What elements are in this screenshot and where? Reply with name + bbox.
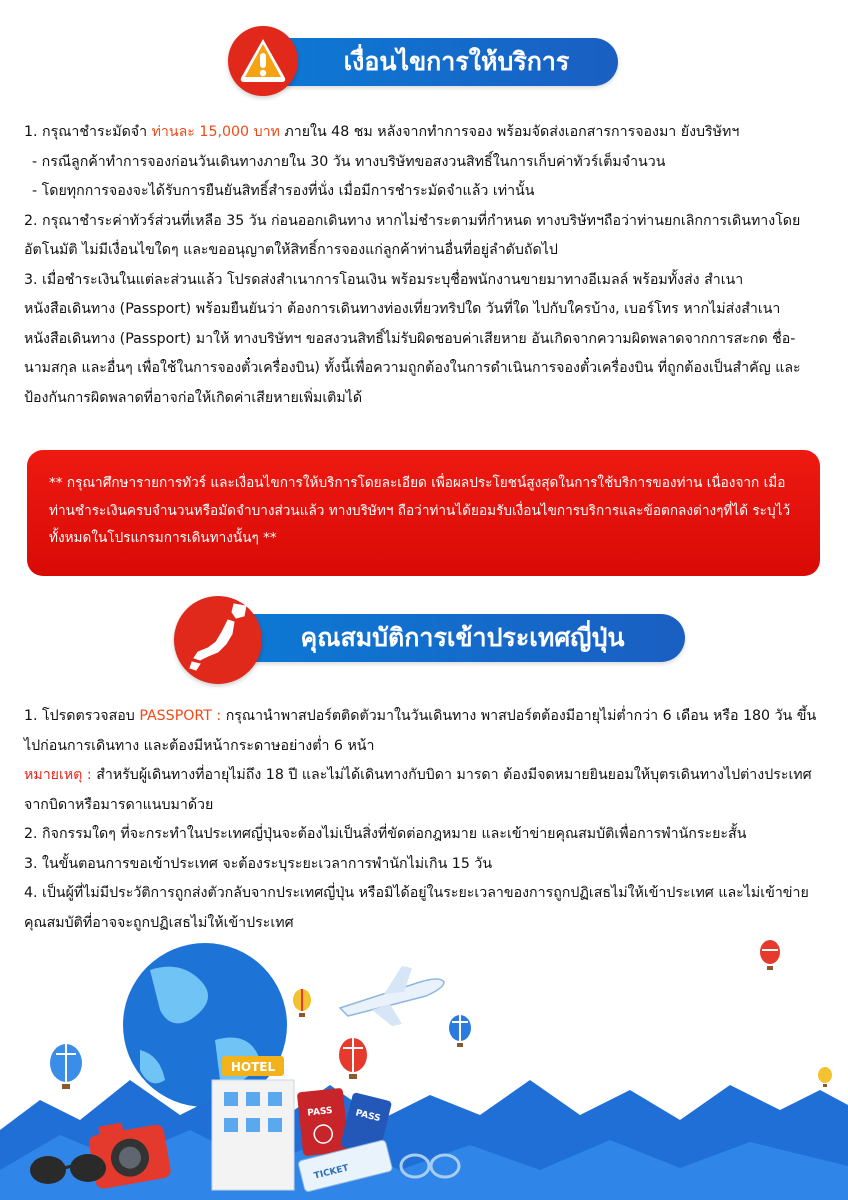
requirement-2: 2. กิจกรรมใดๆ ที่จะกระทำในประเทศญี่ปุ่นจะต้องไม่เป็นสิ่งที่ขัดต่อกฎหมาย และเข้าข่ายคุณสมบัติเพื่อการพำนักระยะสั้น [24, 826, 747, 842]
passport-text-2: PASS [354, 1108, 382, 1125]
hotel-sign: HOTEL [230, 1060, 276, 1074]
requirement-4: 4. เป็นผู้ที่ไม่มีประวัติการถูกส่งตัวกลับจากประเทศญี่ปุ่น หรือมิได้อยู่ในระยะเวลาของการถูกปฏิเสธไม่ให้เข้าประเทศ และไม่เข้าข่ายคุณสมบัติที่อาจจะถูกปฏิเสธไม่ให้เข้าประเทศ [24, 885, 809, 931]
notice-box [27, 450, 820, 576]
balloon-icon [339, 1038, 367, 1079]
ticket-text: TICKET [313, 1163, 350, 1182]
passport-label: PASSPORT : [139, 708, 222, 724]
warning-icon [228, 26, 298, 96]
balloon-icon [760, 940, 780, 970]
travel-illustration [0, 930, 848, 1200]
requirement-1: 1. โปรดตรวจสอบ PASSPORT : กรุณานำพาสปอร์ตติดตัวมาในวันเดินทาง พาสปอร์ตต้องมีอายุไม่ต่ำกว่า 6 เดือน หรือ 180 วัน ขึ้นไปก่อนการเดินทาง และต้องมีหน้ากระดาษอย่างต่ำ 6 หน้า [24, 708, 817, 754]
balloon-icon [449, 1015, 471, 1047]
warning-badge [228, 26, 298, 96]
requirement-note: หมายเหตุ : สำหรับผู้เดินทางที่อายุไม่ถึง 18 ปี และไม่ได้เดินทางกับบิดา มารดา ต้องมีจดหมายยินยอมให้บุตรเดินทางไปต่างประเทศจากบิดาหรือมารดาแนบมาด้วย [24, 767, 812, 813]
condition-1-bullet-2: - โดยทุกการจองจะได้รับการยืนยันสิทธิ์สำรองที่นั่ง เมื่อมีการชำระมัดจำแล้ว เท่านั้น [32, 183, 535, 199]
note-label: หมายเหตุ : [24, 767, 92, 783]
balloon-icon [818, 1067, 832, 1087]
condition-2: 2. กรุณาชำระค่าทัวร์ส่วนที่เหลือ 35 วัน ก่อนออกเดินทาง หากไม่ชำระตามที่กำหนด ทางบริษัทฯถือว่าท่านยกเลิกการเดินทางโดยอัตโนมัติ ไม่มีเงื่อนไขใดๆ และขออนุญาตให้สิทธิ์การจองแก่ลูกค้าท่านอื่นที่อยู่ลำดับถัดไป [24, 212, 801, 258]
japan-badge [174, 596, 262, 684]
deposit-amount: ท่านละ 15,000 บาท [151, 124, 280, 140]
requirement-3: 3. ในขั้นตอนการขอเข้าประเทศ จะต้องระบุระยะเวลาการพำนักไม่เกิน 15 วัน [24, 855, 493, 872]
section2-banner [200, 614, 685, 662]
condition-1: 1. กรุณาชำระมัดจำ ท่านละ 15,000 บาท ภายใน 48 ชม หลังจากทำการจอง พร้อมจัดส่งเอกสารการจองมา ยังบริษัทฯ [24, 124, 740, 140]
notice-text: ** กรุณาศึกษารายการทัวร์ และเงื่อนไขการให้บริการโดยละเอียด เพื่อผลประโยชน์สูงสุดในการใช้บริการของท่าน เนื่องจาก เมื่อท่านชำระเงินครบจำนวนหรือมัดจำบางส่วนแล้ว ทางบริษัทฯ ถือว่าท่านได้ยอมรับเงื่อนไขการบริการและข้อตกลงต่างๆที่ได้ ระบุไว้ทั้งหมดในโปรแกรมการเดินทางนั้นๆ ** [49, 475, 791, 546]
passport-icon [297, 1088, 349, 1156]
condition-3: 3. เมื่อชำระเงินในแต่ละส่วนแล้ว โปรดส่งสำเนาการโอนเงิน พร้อมระบุชื่อพนักงานขายมาทางอีเมลล์ พร้อมทั้งส่ง สำเนาหนังสือเดินทาง (Passport) พร้อมยืนยันว่า ต้องการเดินทางท่องเที่ยวทริปใด วันที่ใด ไปกับใครบ้าง, เบอร์โทร หากไม่ส่งสำเนาหนังสือเดินทาง (Passport) มาให้ ทางบริษัทฯ ขอสงวนสิทธิ์ไม่รับผิดชอบค่าเสียหาย อันเกิดจากความผิดพลาดจากการสะกด ชื่อ-นามสกุล และอื่นๆ เพื่อใช้ในการจองตั๋วเครื่องบิน) ทั้งนี้เพื่อความถูกต้องในการดำเนินการจองตั๋วเครื่องบิน ที่ถูกต้องเป็นสำคัญ และ ป้องกันการผิดพลาดที่อาจก่อให้เกิดค่าเสียหายเพิ่มเติมได้ [24, 271, 801, 406]
japan-map-icon [174, 596, 262, 684]
passport-text: PASS [306, 1105, 334, 1119]
section1-title: เงื่อนไขการให้บริการ [343, 47, 570, 76]
section2-title: คุณสมบัติการเข้าประเทศญี่ปุ่น [300, 623, 625, 652]
section1-body [24, 118, 824, 413]
condition-1-bullet-1: - กรณีลูกค้าทำการจองก่อนวันเดินทางภายใน 30 วัน ทางบริษัทขอสงวนสิทธิ์ในการเก็บค่าทัวร์เต็มจำนวน [32, 153, 666, 170]
balloon-icon [50, 1044, 82, 1089]
section2-body [24, 702, 824, 938]
balloon-icon [293, 989, 311, 1017]
airplane-icon [340, 966, 444, 1026]
